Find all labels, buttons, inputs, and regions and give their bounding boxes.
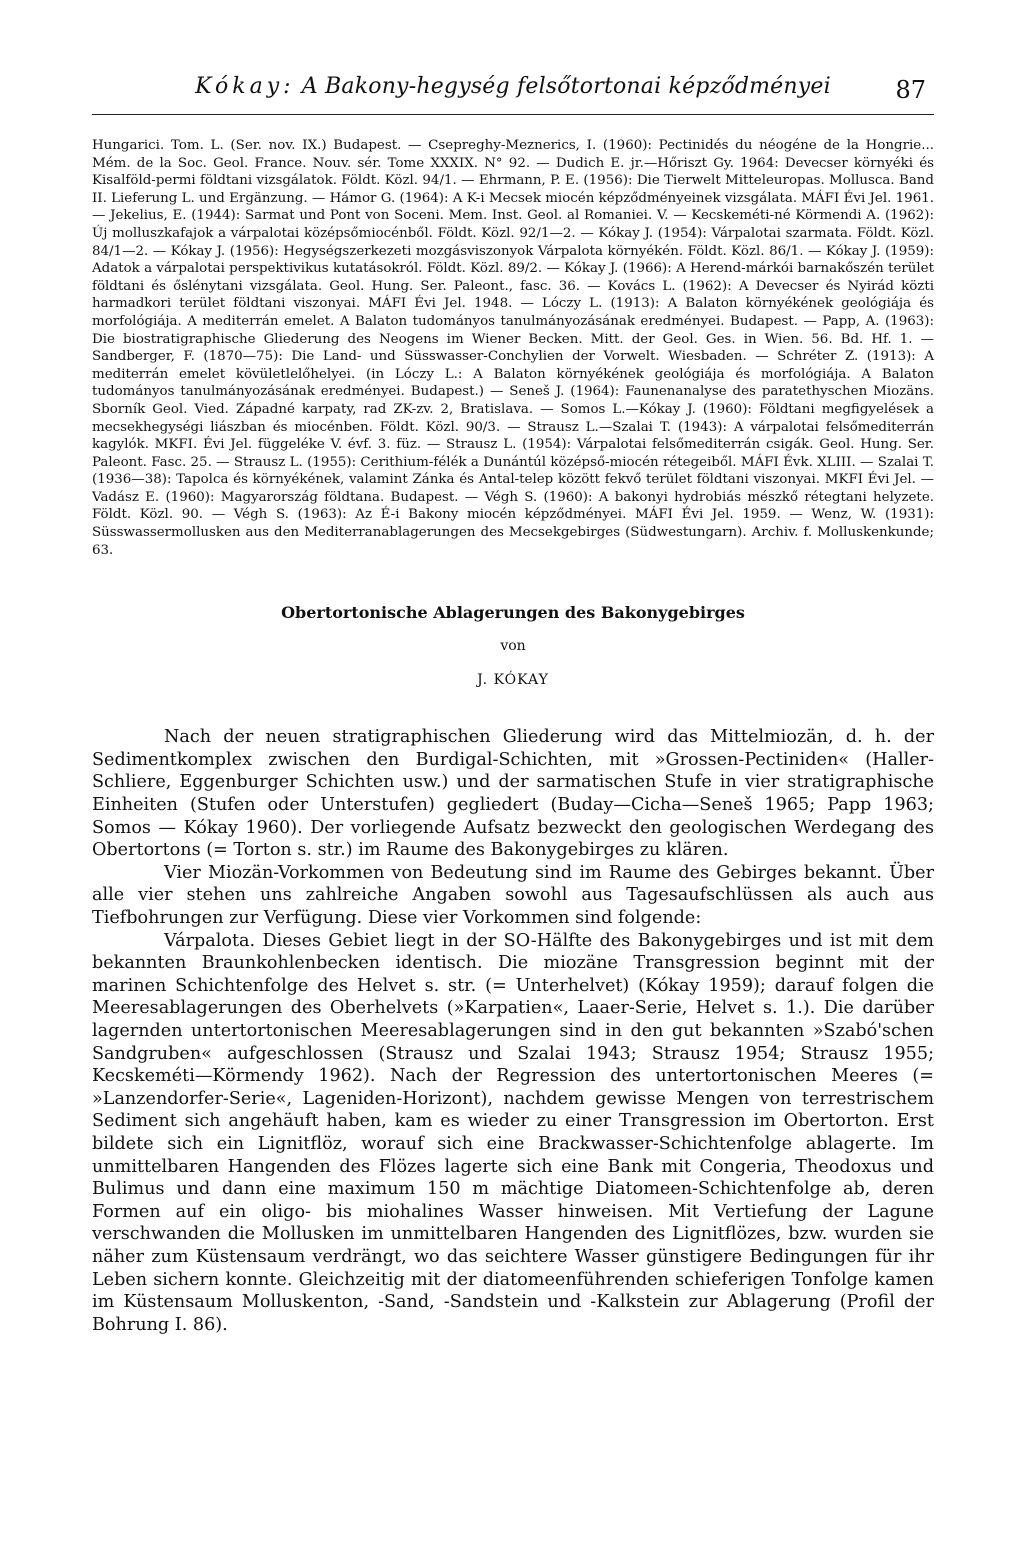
- page-number: 87: [895, 76, 926, 104]
- reference-list: Hungarici. Tom. L. (Ser. nov. IX.) Budapest. — Csepreghy-Meznerics, I. (1960): Pectinidés du néogéne de la Hongrie... Mém. de la Soc. Geol. France. Nouv. sér. Tome XXXIX. N° 92. — Dudich E. jr.—Hőriszt Gy. 1964: Devecser környéki és Kisalföld-permi földtani vizsgálatok. Földt. Közl. 94/1. — Ehrmann, P. E. (1956): Die Tierwelt Mitteleuropas. Mollusca. Band II. Lieferung L. und Ergänzung. — Hámor G. (1964): A K-i Mecsek miocén képződményeinek vizsgálata. MÁFI Évi Jel. 1961. — Jekelius, E. (1944): Sarmat und Pont von Soceni. Mem. Inst. Geol. al Romaniei. V. — Kecskeméti-né Körmendi A. (1962): Új molluszkafajok a várpalotai középsőmiocénből. Földt. Közl. 92/1—2. — Kókay J. (1954): Várpalotai szarmata. Földt. Közl. 84/1—2. — Kókay J. (1956): Hegységszerkezeti mozgásviszonyok Várpalota környékén. Földt. Közl. 86/1. — Kókay J. (1959): Adatok a várpalotai perspektivikus kutatásokról. Földt. Közl. 89/2. — Kókay J. (1966): A Herend-márkói barnakőszén terület földtani és őslénytani vizsgálata. Geol. Hung. Ser. Paleont., fasc. 36. — Kovács L. (1962): A Devecser és Nyirád közti harmadkori terület földtani viszonyai. MÁFI Évi Jel. 1948. — Lóczy L. (1913): A Balaton környékének geológiája és morfológiája. A mediterrán emelet. A Balaton tudományos tanulmányozásának eredményei. Budapest. — Papp, A. (1963): Die biostratigraphische Gliederung des Neogens im Wiener Becken. Mitt. der Geol. Ges. in Wien. 56. Bd. Hf. 1. — Sandberger, F. (1870—75): Die Land- und Süsswasser-Conchylien der Vorwelt. Wiesbaden. — Schréter Z. (1913): A mediterrán emelet kövületlelőhelyei. (in Lóczy L.: A Balaton környékének geológiája és morfológiája. A Balaton tudományos tanulmányozásának eredményei. Budapest.) — Seneš J. (1964): Faunenanalyse des paratethyschen Miozäns. Sborník Geol. Vied. Západné karpaty, rad ZK-zv. 2, Bratislava. — Somos L.—Kókay J. (1960): Földtani megfigyelések a mecsekhegységi liászban és miocénben. Földt. Közl. 90/3. — Strausz L.—Szalai T. (1943): A várpalotai felsőmediterrán kagylók. MKFI. Évi Jel. függeléke V. évf. 3. füz. — Strausz L. (1954): Várpalotai felsőmediterrán csigák. Geol. Hung. Ser. Paleont. Fasc. 25. — Strausz L. (1955): Cerithium-félék a Dunántúl középső-miocén rétegeiből. MÁFI Évk. XLIII. — Szalai T. (1936—38): Tapolca és környékének, valamint Zánka és Antal-telep között fekvő terület földtani viszonyai. MKFI Évi Jel. — Vadász E. (1960): Magyarország földtana. Budapest. — Végh S. (1960): A bakonyi hydrobiás mészkő rétegtani helyzete. Földt. Közl. 90. — Végh S. (1963): Az É-i Bakony miocén képződményei. MÁFI Évi Jel. 1959. — Wenz, W. (1931): Süsswassermollusken aus den Mediterranablagerungen des Mecsekgebirges (Südwestungarn). Archiv. f. Molluskenkunde; 63.: [92, 138, 934, 558]
- paragraph: Nach der neuen stratigraphischen Gliederung wird das Mittelmiozän, d. h. der Sedimentkomplex zwischen den Burdigal-Schichten, mit »Grossen-Pectiniden« (Haller-Schliere, Eggenburger Schichten usw.) und der sarmatischen Stufe in vier stratigraphische Einheiten (Stufen oder Unterstufen) gegliedert (Buday—Cicha—Seneš 1965; Papp 1963; Somos — Kókay 1960). Der vorliegende Aufsatz bezweckt den geologischen Werdegang des Obertortons (= Torton s. str.) im Raume des Bakonygebirges zu klären.: [92, 727, 934, 861]
- running-title-author: Kókay:: [195, 74, 295, 99]
- running-header: [92, 70, 934, 115]
- page: [92, 70, 934, 1336]
- article-title: Obertortonische Ablagerungen des Bakonygebirges: [281, 603, 745, 623]
- running-title-text: A Bakony-hegység felsőtortonai képződményei: [301, 74, 831, 99]
- article-von: von: [500, 638, 526, 655]
- article-author: J. KÓKAY: [477, 672, 549, 689]
- paragraph: Vier Miozän-Vorkommen von Bedeutung sind im Raume des Gebirges bekannt. Über alle vier stehen uns zahlreiche Angaben sowohl aus Tagesaufschlüssen als auch aus Tiefbohrungen zur Verfügung. Diese vier Vorkommen sind folgende:: [92, 862, 934, 928]
- running-title: [92, 74, 934, 99]
- article-body: [92, 726, 934, 1336]
- paragraph: Várpalota. Dieses Gebiet liegt in der SO-Hälfte des Bakonygebirges und ist mit dem bekannten Braunkohlenbecken identisch. Die miozäne Transgression beginnt mit der marinen Schichtenfolge des Helvet s. str. (= Unterhelvet) (Kókay 1959); darauf folgen die Meeresablagerungen des Oberhelvets (»Karpatien«, Laaer-Serie, Helvet s. 1.). Die darüber lagernden untertortonischen Meeresablagerungen sind in den gut bekannten »Szabó'schen Sandgruben« aufgeschlossen (Strausz und Szalai 1943; Strausz 1954; Strausz 1955; Kecskeméti—Körmendy 1962). Nach der Regression des untertortonischen Meeres (= »Lanzendorfer-Serie«, Lageniden-Horizont), nachdem gewisse Mengen von terrestrischem Sediment sich angehäuft haben, kam es wieder zu einer Transgression im Obertorton. Erst bildete sich ein Lignitflöz, worauf sich eine Brackwasser-Schichtenfolge ablagerte. Im unmittelbaren Hangenden des Flözes lagerte sich eine Bank mit Congeria, Theodoxus und Bulimus und dann eine maximum 150 m mächtige Diatomeen-Schichtenfolge ab, deren Formen auf ein oligo- bis miohalines Wasser hinweisen. Mit Vertiefung der Lagune verschwanden die Mollusken im unmittelbaren Hangenden des Lignitflözes, bzw. wurden sie näher zum Küstensaum verdrängt, wo das seichtere Wasser günstigere Bedingungen für ihr Leben sichern konnte. Gleichzeitig mit der diatomeenführenden schieferigen Tonfolge kamen im Küstensaum Molluskenton, -Sand, -Sandstein und -Kalkstein zur Ablagerung (Profil der Bohrung I. 86).: [92, 930, 934, 1335]
